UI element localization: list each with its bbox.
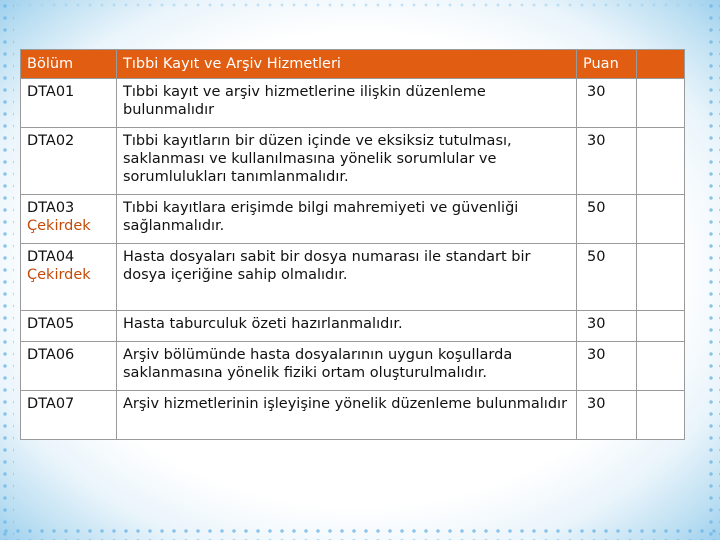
row-extra: [637, 391, 685, 440]
row-description: Tıbbi kayıtlara erişimde bilgi mahremiyeti ve güvenliği sağlanmalıdır.: [117, 195, 577, 244]
decorative-star-border-left: [0, 0, 14, 540]
table-row: [21, 128, 685, 195]
row-description: Tıbbi kayıt ve arşiv hizmetlerine ilişkin düzenleme bulunmalıdır: [117, 79, 577, 128]
row-score: 30: [577, 311, 637, 342]
row-description: Hasta taburculuk özeti hazırlanmalıdır.: [117, 311, 577, 342]
row-score: 30: [577, 342, 637, 391]
row-code: [21, 391, 117, 440]
table-header-row: [21, 50, 685, 79]
row-description: Arşiv hizmetlerinin işleyişine yönelik düzenleme bulunmalıdır: [117, 391, 577, 440]
row-score: 30: [577, 79, 637, 128]
header-section: Bölüm: [21, 50, 117, 79]
row-score: 50: [577, 244, 637, 311]
row-extra: [637, 195, 685, 244]
row-code: [21, 128, 117, 195]
code-label: DTA01: [27, 84, 75, 100]
table-row: [21, 195, 685, 244]
table-row: [21, 79, 685, 128]
row-code: [21, 79, 117, 128]
row-extra: [637, 128, 685, 195]
decorative-star-border-bottom: [0, 526, 720, 540]
header-score: Puan: [577, 50, 637, 79]
decorative-star-border-right: [706, 0, 720, 540]
row-score: 30: [577, 128, 637, 195]
standards-table: [20, 49, 685, 440]
table-row: [21, 391, 685, 440]
header-title: Tıbbi Kayıt ve Arşiv Hizmetleri: [117, 50, 577, 79]
row-score: 50: [577, 195, 637, 244]
row-code: [21, 311, 117, 342]
row-description: Tıbbi kayıtların bir düzen içinde ve eksiksiz tutulması, saklanması ve kullanılmasına yönelik sorumlular ve sorumlulukları tanımlanmalıdır.: [117, 128, 577, 195]
row-extra: [637, 311, 685, 342]
row-extra: [637, 342, 685, 391]
row-description: Arşiv bölümünde hasta dosyalarının uygun koşullarda saklanmasına yönelik fiziki ortam oluşturulmalıdır.: [117, 342, 577, 391]
code-label: DTA06: [27, 347, 75, 363]
code-sub-label: Çekirdek: [27, 267, 91, 283]
code-label: DTA04: [27, 249, 75, 265]
row-score: 30: [577, 391, 637, 440]
row-extra: [637, 79, 685, 128]
table-row: [21, 342, 685, 391]
table-row: [21, 311, 685, 342]
row-code: [21, 195, 117, 244]
table-row: [21, 244, 685, 311]
row-code: [21, 342, 117, 391]
row-code: [21, 244, 117, 311]
code-label: DTA02: [27, 133, 75, 149]
header-extra: [637, 50, 685, 79]
code-label: DTA03: [27, 200, 75, 216]
code-sub-label: Çekirdek: [27, 218, 91, 234]
code-label: DTA05: [27, 316, 75, 332]
code-label: DTA07: [27, 396, 75, 412]
decorative-star-border-top: [0, 0, 720, 10]
row-extra: [637, 244, 685, 311]
row-description: Hasta dosyaları sabit bir dosya numarası ile standart bir dosya içeriğine sahip olmalıdır.: [117, 244, 577, 311]
